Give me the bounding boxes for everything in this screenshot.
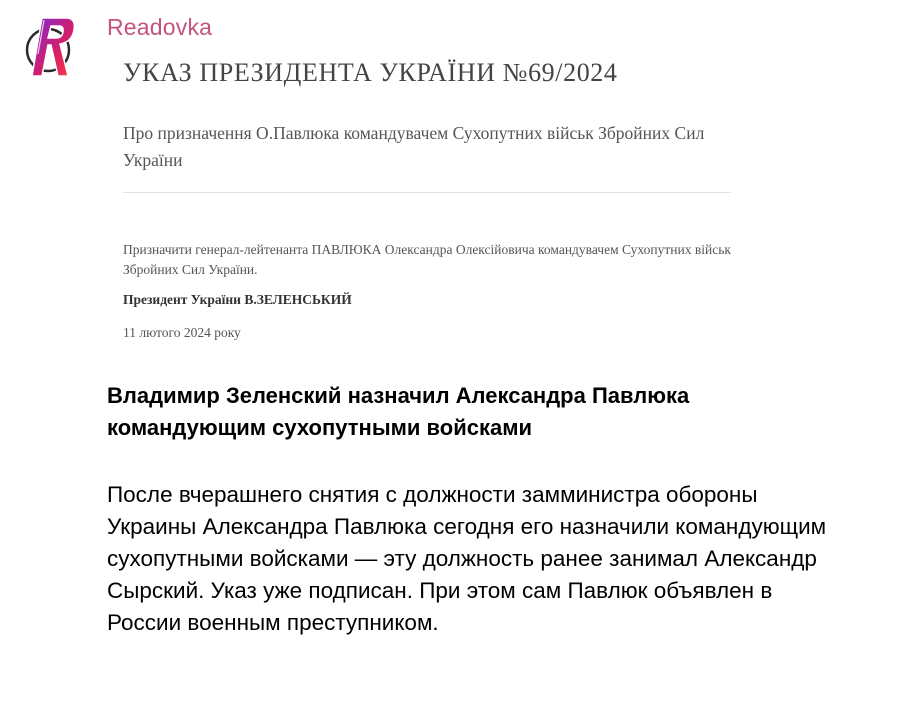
decree-date: 11 лютого 2024 року bbox=[123, 325, 241, 340]
channel-name[interactable]: Readovka bbox=[107, 14, 213, 40]
post-headline: Владимир Зеленский назначил Александра Павлюка командующим сухопутными войсками bbox=[107, 383, 690, 440]
decree-signature: Президент України В.ЗЕЛЕНСЬКИЙ bbox=[123, 292, 352, 307]
readovka-logo-icon bbox=[24, 14, 76, 80]
decree-body: Призначити генерал-лейтенанта ПАВЛЮКА Олександра Олексійовича командувачем Сухопутних військ Збройних Сил України. bbox=[123, 242, 731, 277]
post-body-text: После вчерашнего снятия с должности замминистра обороны Украины Александра Павлюка сегодня его назначили командующим сухопутными войсками — эту должность ранее занимал Александр Сырский. Указ уже подписан. При этом сам Павлюк объявлен в России военным преступником. bbox=[107, 482, 827, 635]
decree-divider bbox=[123, 192, 731, 193]
channel-avatar[interactable] bbox=[24, 14, 76, 80]
decree-subtitle: Про призначення О.Павлюка командувачем Сухопутних військ Збройних Сил України bbox=[123, 123, 705, 170]
decree-screenshot-image[interactable] bbox=[107, 44, 747, 360]
decree-title: УКАЗ ПРЕЗИДЕНТА УКРАЇНИ №69/2024 bbox=[123, 58, 618, 87]
